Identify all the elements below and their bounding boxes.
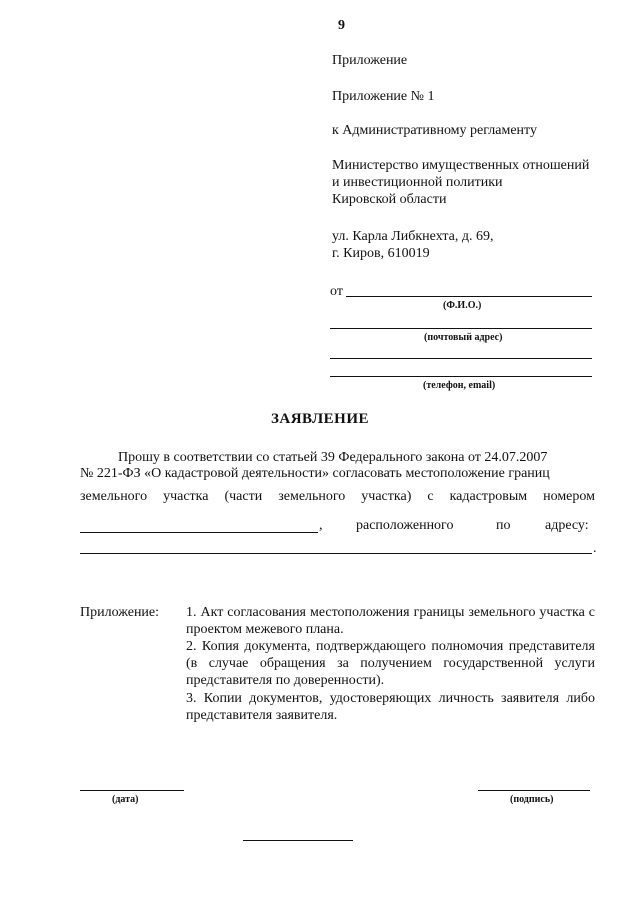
ministry-line-3: Кировской области bbox=[332, 192, 447, 207]
ministry-line-1: Министерство имущественных отношений bbox=[332, 158, 590, 173]
body-line-3-text: земельного участка (части земельного участка) с кадастровым номером bbox=[80, 489, 595, 504]
footnote-separator bbox=[243, 840, 353, 841]
period: . bbox=[593, 541, 597, 556]
header-appendix-number: Приложение № 1 bbox=[332, 89, 435, 104]
fio-caption: (Ф.И.О.) bbox=[443, 300, 482, 311]
comma: , bbox=[319, 518, 323, 533]
from-label: от bbox=[330, 284, 343, 299]
signature-field-line[interactable] bbox=[478, 790, 590, 791]
located-word-3: адресу: bbox=[545, 518, 589, 533]
header-appendix: Приложение bbox=[332, 53, 408, 68]
located-word-1: расположенного bbox=[356, 518, 454, 533]
address-line-2: г. Киров, 610019 bbox=[332, 246, 430, 261]
phone-email-caption: (телефон, email) bbox=[423, 380, 496, 391]
attachment-item-1: 1. Акт согласования местоположения границы земельного участка с проектом межевого плана. bbox=[186, 605, 595, 637]
cadastral-number-field-line[interactable] bbox=[80, 532, 318, 533]
signature-caption: (подпись) bbox=[510, 794, 554, 805]
body-line-2-text: № 221-ФЗ «О кадастровой деятельности» согласовать местоположение границ bbox=[80, 466, 550, 481]
attachment-item-2: 2. Копия документа, подтверждающего полномочия представителя (в случае обращения за получением государственной услуги представителя по доверенности). bbox=[186, 639, 595, 688]
attachment-label: Приложение: bbox=[80, 605, 160, 620]
postal-address-field-line-2[interactable] bbox=[330, 358, 592, 359]
postal-address-field-line[interactable] bbox=[330, 328, 592, 329]
phone-email-field-line[interactable] bbox=[330, 376, 592, 377]
document-title: ЗАЯВЛЕНИЕ bbox=[270, 411, 370, 427]
body-line-2 bbox=[80, 462, 595, 485]
page-number: 9 bbox=[338, 18, 345, 33]
body-line-1: Прошу в соответствии со статьей 39 Федерального закона от 24.07.2007 bbox=[118, 450, 548, 465]
date-caption: (дата) bbox=[112, 794, 139, 805]
body-line-3 bbox=[80, 485, 595, 508]
header-regulation: к Административному регламенту bbox=[332, 123, 537, 138]
located-word-2: по bbox=[496, 518, 511, 533]
fio-field-line[interactable] bbox=[346, 296, 592, 297]
attachment-item-3: 3. Копии документов, удостоверяющих личность заявителя либо представителя заявителя. bbox=[186, 691, 595, 723]
address-field-line[interactable] bbox=[80, 553, 592, 554]
ministry-line-2: и инвестиционной политики bbox=[332, 175, 503, 190]
date-field-line[interactable] bbox=[80, 790, 184, 791]
postal-address-caption: (почтовый адрес) bbox=[424, 332, 503, 343]
address-line-1: ул. Карла Либкнехта, д. 69, bbox=[332, 229, 494, 244]
